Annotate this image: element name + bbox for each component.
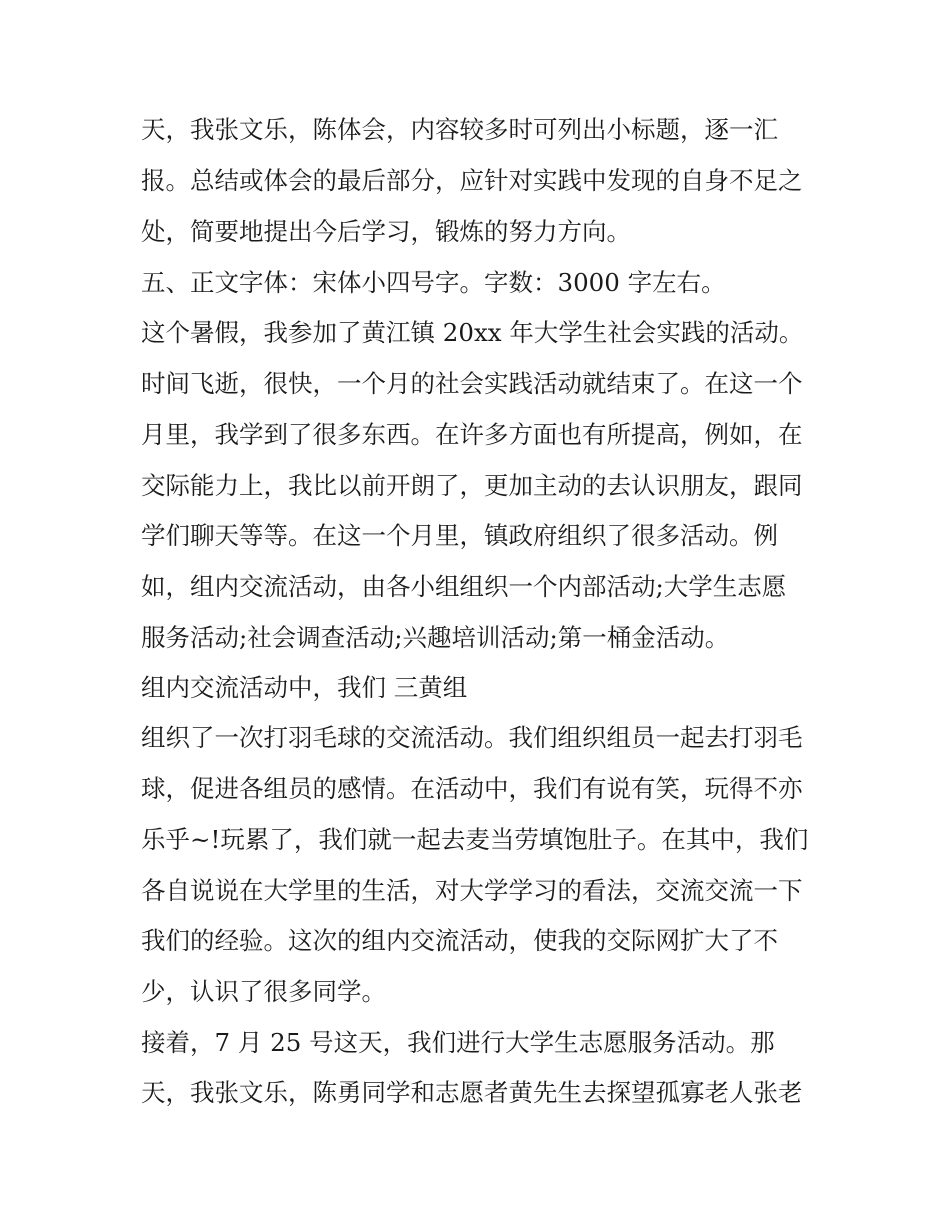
text-line: 如，组内交流活动，由各小组组织一个内部活动;大学生志愿: [141, 572, 787, 601]
text-line: 乐乎~!玩累了，我们就一起去麦当劳填饱肚子。在其中，我们: [141, 825, 809, 854]
text-line: 处，简要地提出今后学习，锻炼的努力方向。: [141, 217, 631, 246]
text-line: 这个暑假，我参加了黄江镇 20xx 年大学生社会实践的活动。: [141, 318, 804, 347]
text-line: 交际能力上，我比以前开朗了，更加主动的去认识朋友，跟同: [141, 471, 803, 500]
text-line: 报。总结或体会的最后部分，应针对实践中发现的自身不足之: [141, 166, 803, 195]
text-line: 服务活动;社会调查活动;兴趣培训活动;第一桶金活动。: [141, 623, 730, 652]
text-line: 月里，我学到了很多东西。在许多方面也有所提高，例如，在: [141, 420, 803, 449]
text-line: 时间飞逝，很快，一个月的社会实践活动就结束了。在这一个: [141, 369, 803, 398]
text-line: 天，我张文乐，陈体会，内容较多时可列出小标题，逐一汇: [141, 115, 778, 144]
text-line: 天，我张文乐，陈勇同学和志愿者黄先生去探望孤寡老人张老: [141, 1078, 803, 1107]
text-line: 各自说说在大学里的生活，对大学学习的看法，交流交流一下: [141, 876, 803, 905]
text-line: 我们的经验。这次的组内交流活动，使我的交际网扩大了不: [141, 926, 778, 955]
text-line: 球，促进各组员的感情。在活动中，我们有说有笑，玩得不亦: [141, 774, 803, 803]
text-line: 接着，7 月 25 号这天，我们进行大学生志愿服务活动。那: [141, 1028, 775, 1057]
text-line: 组织了一次打羽毛球的交流活动。我们组织组员一起去打羽毛: [141, 723, 803, 752]
text-line: 少，认识了很多同学。: [141, 977, 386, 1006]
text-line: 组内交流活动中，我们 三黄组: [141, 673, 468, 702]
text-line: 五、正文字体：宋体小四号字。字数：3000 字左右。: [141, 268, 726, 297]
text-line: 学们聊天等等。在这一个月里，镇政府组织了很多活动。例: [141, 521, 778, 550]
